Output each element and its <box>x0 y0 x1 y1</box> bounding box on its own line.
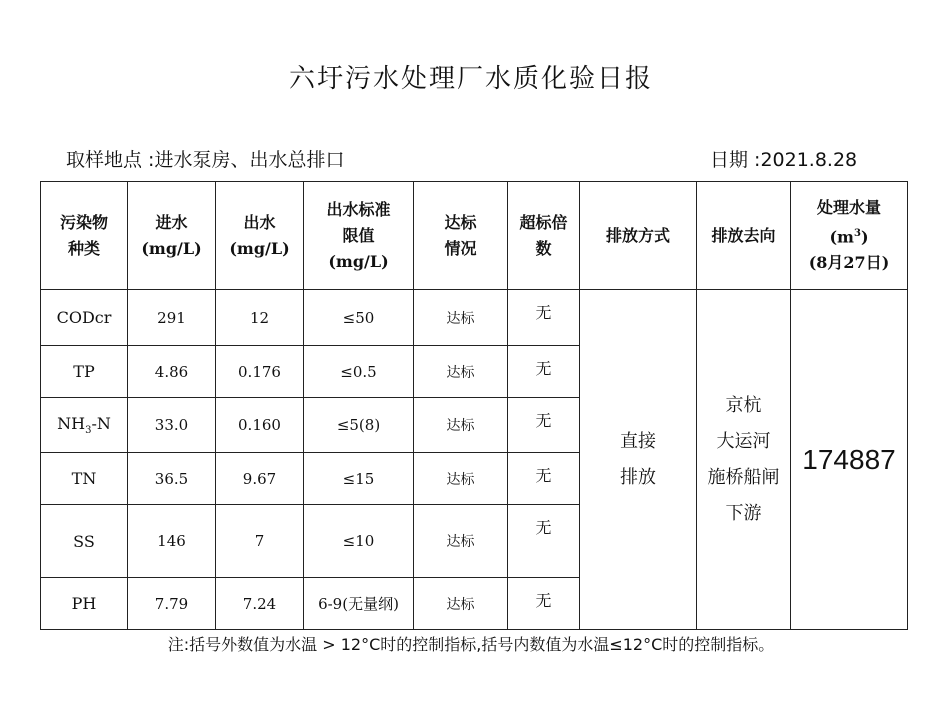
header-limit: 出水标准 限值 (mg/L) <box>304 182 414 290</box>
exceed-cell: 无 <box>508 453 580 505</box>
exceed-cell: 无 <box>508 398 580 453</box>
influent-cell: 146 <box>128 505 216 578</box>
pollutant-cell: PH <box>41 578 128 630</box>
header-influent: 进水 (mg/L) <box>128 182 216 290</box>
status-cell: 达标 <box>414 398 508 453</box>
exceed-cell: 无 <box>508 578 580 630</box>
sampling-location: 取样地点 :进水泵房、出水总排口 <box>66 149 345 171</box>
pollutant-cell: $NH_3-N$ <box>41 398 128 453</box>
limit-cell: ≤15 <box>304 453 414 505</box>
effluent-cell: 7.24 <box>216 578 304 630</box>
limit-cell: 6-9(无量纲) <box>304 578 414 630</box>
pollutant-cell: SS <box>41 505 128 578</box>
influent-cell: 36.5 <box>128 453 216 505</box>
pollutant-cell: CODcr <box>41 290 128 346</box>
pollutant-cell: TP <box>41 346 128 398</box>
footnote: 注:括号外数值为水温 > 12°C时的控制指标,括号内数值为水温≤12°C时的控制指标。 <box>167 635 775 654</box>
pollutant-cell: TN <box>41 453 128 505</box>
limit-cell: ≤50 <box>304 290 414 346</box>
header-status: 达标 情况 <box>414 182 508 290</box>
status-cell: 达标 <box>414 290 508 346</box>
header-pollutant: 污染物 种类 <box>41 182 128 290</box>
table-row <box>41 290 908 346</box>
header-effluent: 出水 (mg/L) <box>216 182 304 290</box>
effluent-cell: 9.67 <box>216 453 304 505</box>
limit-cell: ≤10 <box>304 505 414 578</box>
header-exceed: 超标倍 数 <box>508 182 580 290</box>
water-quality-table <box>40 181 908 630</box>
effluent-cell: 0.176 <box>216 346 304 398</box>
discharge-destination-cell: 京杭 大运河 施桥船闸 下游 <box>697 290 791 630</box>
exceed-cell: 无 <box>508 505 580 578</box>
limit-cell: ≤0.5 <box>304 346 414 398</box>
header-method: 排放方式 <box>580 182 697 290</box>
limit-cell: ≤5(8) <box>304 398 414 453</box>
influent-cell: 291 <box>128 290 216 346</box>
report-date: 日期 :2021.8.28 <box>710 149 858 171</box>
status-cell: 达标 <box>414 578 508 630</box>
status-cell: 达标 <box>414 346 508 398</box>
header-row <box>41 182 908 290</box>
influent-cell: 4.86 <box>128 346 216 398</box>
exceed-cell: 无 <box>508 346 580 398</box>
status-cell: 达标 <box>414 505 508 578</box>
discharge-method-cell: 直接 排放 <box>580 290 697 630</box>
effluent-cell: 12 <box>216 290 304 346</box>
status-cell: 达标 <box>414 453 508 505</box>
report-title: 六圩污水处理厂水质化验日报 <box>288 64 653 94</box>
influent-cell: 7.79 <box>128 578 216 630</box>
influent-cell: 33.0 <box>128 398 216 453</box>
effluent-cell: 7 <box>216 505 304 578</box>
exceed-cell: 无 <box>508 290 580 346</box>
header-destination: 排放去向 <box>697 182 791 290</box>
treated-volume-cell: 174887 <box>791 290 908 630</box>
effluent-cell: 0.160 <box>216 398 304 453</box>
header-volume: 处理水量 $(m^3)$ (8月27日) <box>791 182 908 290</box>
